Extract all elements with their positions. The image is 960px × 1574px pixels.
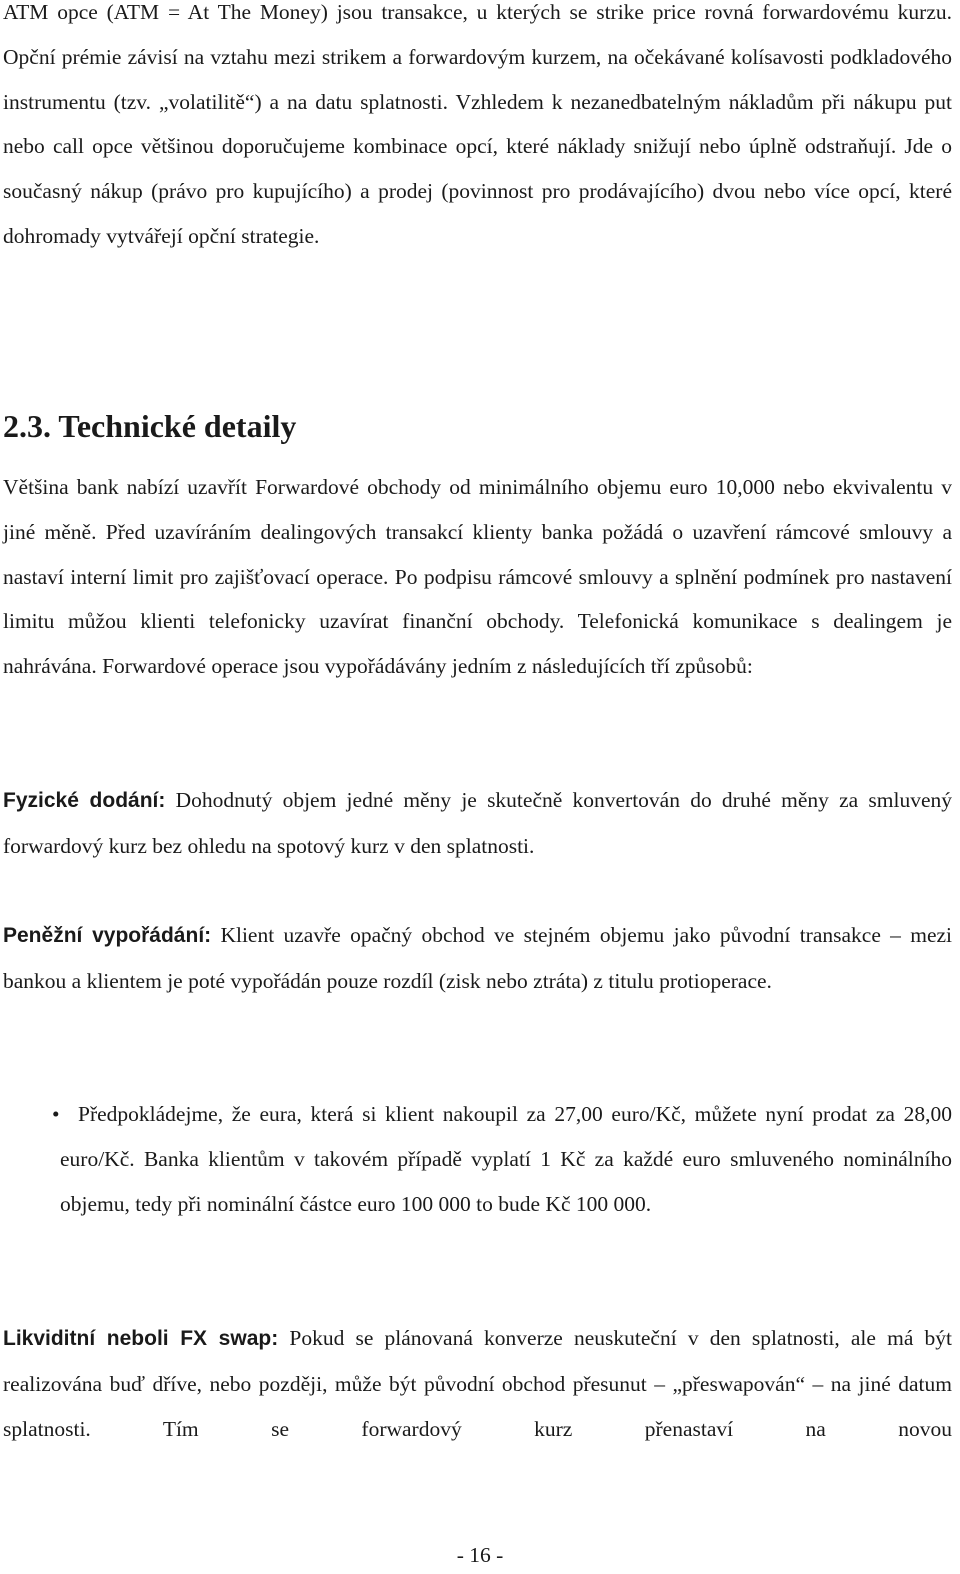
page-number: - 16 - xyxy=(456,1543,504,1567)
bullet-item-text: Předpokládejme, že eura, která si klient nakoupil za 27,00 euro/Kč, můžete nyní prodat za 28,00 euro/Kč. Banka klientům v takovém případě vyplatí 1 Kč za každé euro smluveného nominálního objemu, tedy při nominální částce euro 100 000 to bude Kč 100 000. xyxy=(60,1102,952,1216)
bullet-icon: • xyxy=(52,1102,60,1126)
paragraph-physical-delivery xyxy=(3,778,952,869)
physical-delivery-text: Dohodnutý objem jedné měny je skutečně konvertován do druhé měny za smluvený forwardový kurz bez ohledu na spotový kurz v den splatnosti. xyxy=(3,788,953,858)
paragraph-atm-options: ATM opce (ATM = At The Money) jsou transakce, u kterých se strike price rovná forwardovému kurzu. Opční prémie závisí na vztahu mezi strikem a forwardovým kurzem, na očekávané kolísavosti podkladového instrumentu (tzv. „volatilitě“) a na datu splatnosti. Vzhledem k nezanedbatelným nákladům při nákupu put nebo call opce většinou doporučujeme kombinace opcí, které náklady snižují nebo úplně odstraňují. Jde o současný nákup (právo pro kupujícího) a prodej (povinnost pro prodávajícího) dvou nebo více opcí, které dohromady vytvářejí opční strategie. xyxy=(3,0,952,248)
fx-swap-text: Pokud se plánovaná konverze neuskuteční v den splatnosti, ale má být realizována buď dříve, nebo později, může být původní obchod přesunut – „přeswapován“ – na jiné datum splatnosti. Tím se forwardový kurz přenastaví na novou xyxy=(3,1326,952,1441)
bullet-list-item xyxy=(52,1092,952,1226)
paragraph-fx-swap xyxy=(3,1316,952,1451)
section-heading: 2.3. Technické detaily xyxy=(3,408,297,444)
paragraph-technical-intro: Většina bank nabízí uzavřít Forwardové obchody od minimálního objemu euro 10,000 nebo ekvivalentu v jiné měně. Před uzavíráním dealingových transakcí klienty banka požádá o uzavření rámcové smlouvy a nastaví interní limit pro zajišťovací operace. Po podpisu rámcové smlouvy a splnění podmínek pro nastavení limitu můžou klienti telefonicky uzavírat finanční obchody. Telefonická komunikace s dealingem je nahrávána. Forwardové operace jsou vypořádávány jedním z následujících tří způsobů: xyxy=(3,475,952,679)
cash-settlement-text: Klient uzavře opačný obchod ve stejném objemu jako původní transakce – mezi bankou a klientem je poté vypořádán pouze rozdíl (zisk nebo ztráta) z titulu protioperace. xyxy=(3,923,953,993)
physical-delivery-label: Fyzické dodání: xyxy=(3,789,166,812)
fx-swap-label: Likviditní neboli FX swap: xyxy=(3,1327,279,1350)
paragraph-cash-settlement xyxy=(3,913,952,1004)
cash-settlement-label: Peněžní vypořádání: xyxy=(3,924,212,947)
